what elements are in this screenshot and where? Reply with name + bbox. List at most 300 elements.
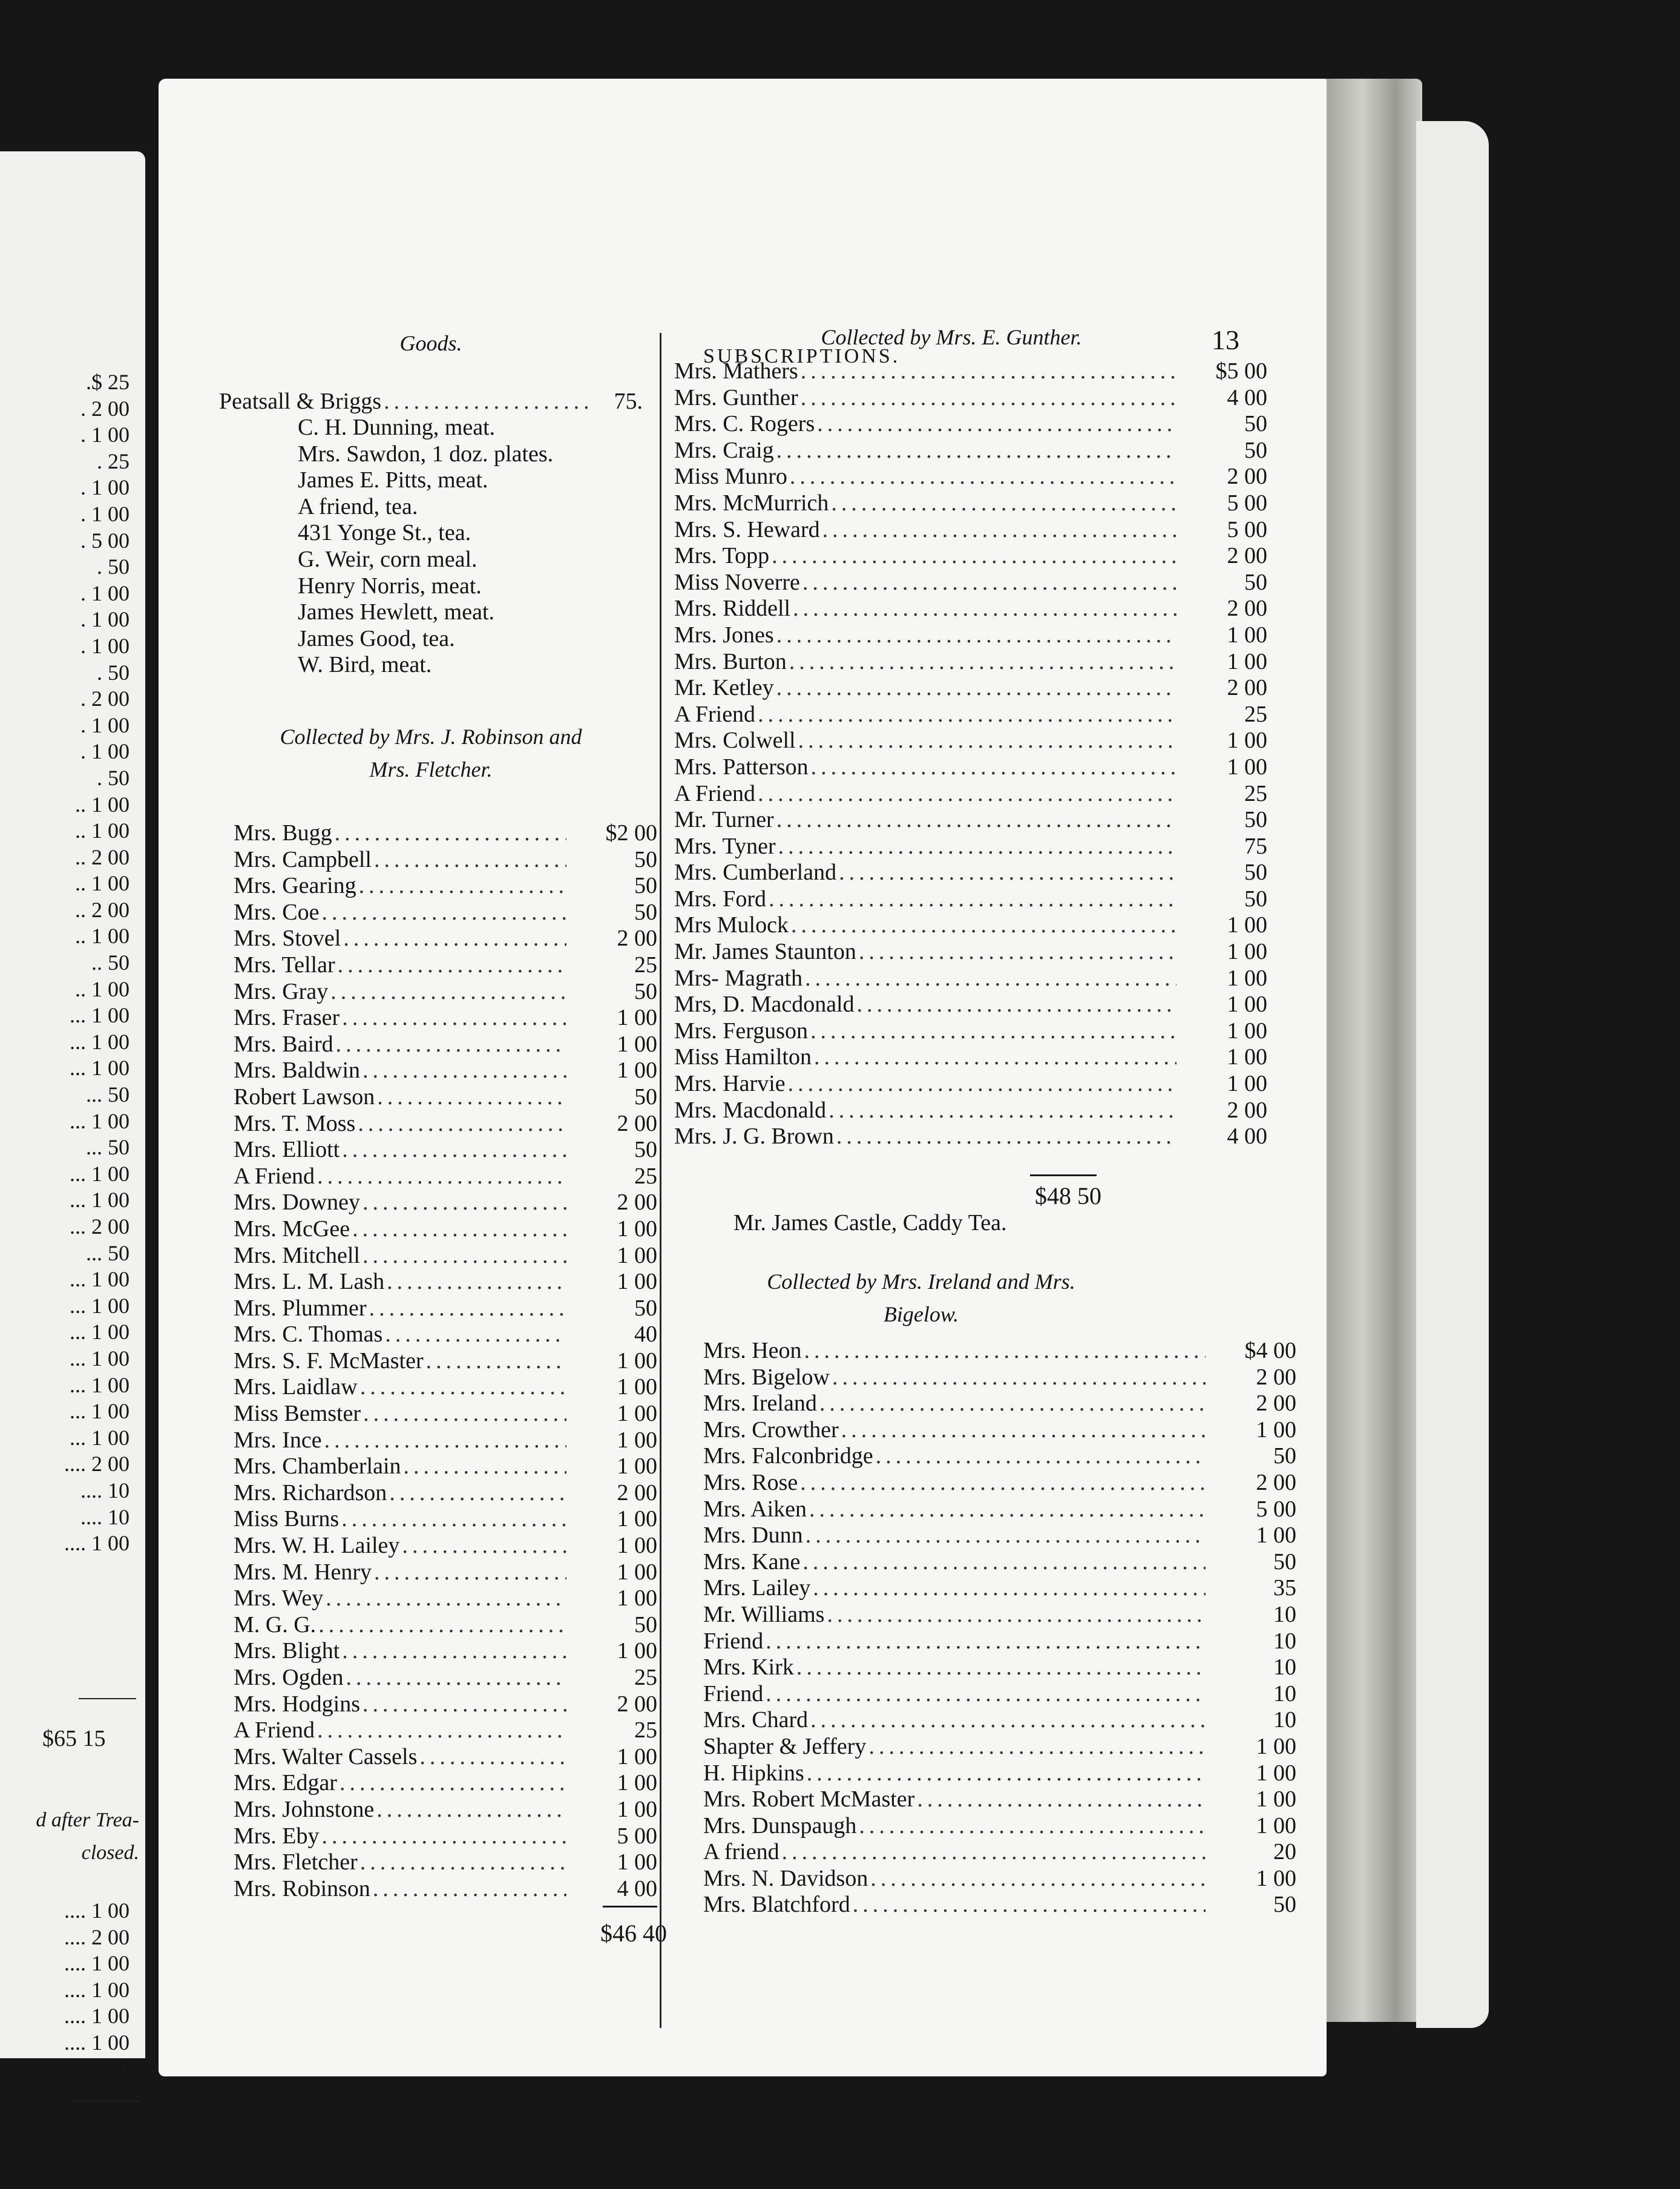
entry-name: Mrs. Burton: [674, 648, 787, 674]
leader-dots: [340, 1137, 566, 1164]
entry-amount: 5 00: [1227, 490, 1267, 516]
leader-dots: [360, 1243, 566, 1269]
entry-amount: 5 00: [1256, 1496, 1296, 1522]
entry-name: Mrs. Robinson: [234, 1875, 370, 1901]
entry-amount: 1 00: [617, 1031, 657, 1057]
left-amount: ... 1 00: [70, 1372, 130, 1397]
entry-name: Mrs. Johnstone: [234, 1796, 375, 1822]
entry-amount: 2 00: [1256, 1391, 1296, 1417]
entry-name: Mrs. Walter Cassels: [234, 1743, 418, 1769]
ireland-list: [703, 1338, 1296, 1918]
leader-dots: [358, 1849, 566, 1876]
entry-name: Mrs. Lailey: [703, 1575, 811, 1601]
entry-amount: 1 00: [617, 1585, 657, 1611]
subscription-entry: [674, 966, 1267, 992]
goods-item: James Hewlett, meat.: [298, 599, 495, 625]
entry-name: Mrs. Dunn: [703, 1522, 803, 1549]
leader-dots: [387, 1480, 566, 1507]
subscription-entry: [234, 1137, 657, 1164]
left-amount: ... 1 00: [70, 1293, 130, 1318]
entry-name: Mrs. Kane: [703, 1549, 801, 1575]
entry-amount: 1 00: [617, 1242, 657, 1268]
entry-amount: 1 00: [617, 1453, 657, 1480]
entry-amount: 1 00: [1227, 648, 1267, 674]
subscription-entry: [234, 1691, 657, 1718]
entry-amount: 50: [1273, 1892, 1296, 1918]
entry-amount: 1 00: [617, 1348, 657, 1374]
left-amount: .. 1 00: [75, 871, 130, 896]
left-amount: .... 2 00: [64, 1924, 130, 1949]
robinson-list: [234, 820, 657, 1902]
subscription-entry: [674, 1018, 1267, 1045]
leader-dots: [873, 1443, 1206, 1470]
goods-first-entry: [219, 389, 643, 415]
entry-name: Mrs. N. Davidson: [703, 1865, 868, 1891]
leader-dots: [856, 939, 1176, 966]
subscription-entry: [674, 702, 1267, 728]
entry-amount: 25: [634, 1163, 657, 1189]
subscription-entry: [234, 900, 657, 926]
entry-name: Mrs. Jones: [674, 622, 774, 648]
leader-dots: [755, 781, 1176, 808]
goods-item: James Good, tea.: [298, 625, 455, 651]
entry-name: Mrs. Richardson: [234, 1480, 387, 1506]
entry-amount: 50: [634, 1611, 657, 1638]
left-amount-column-2: [8, 1898, 130, 2082]
leader-dots: [789, 912, 1176, 939]
leader-dots: [399, 1533, 566, 1559]
left-amount: . 1 00: [80, 581, 130, 605]
entry-name: Mrs. Cumberland: [674, 860, 837, 886]
entry-amount: 20: [1273, 1839, 1296, 1865]
subscription-entry: [703, 1866, 1296, 1892]
entry-amount: 1 00: [617, 1533, 657, 1559]
entry-name: Mrs. Elliott: [234, 1137, 340, 1163]
entry-name: Mrs. Ferguson: [674, 1018, 808, 1044]
entry-name: Mrs. S. Heward: [674, 516, 820, 542]
entry-amount: 1 00: [617, 1401, 657, 1427]
leader-dots: [381, 389, 594, 415]
subscription-entry: [703, 1734, 1296, 1760]
entry-amount: 1 00: [617, 1849, 657, 1875]
entry-name: Mrs. Tellar: [234, 952, 335, 978]
entry-amount: 50: [1244, 860, 1267, 886]
left-amount: . 50: [97, 765, 130, 790]
entry-name: Mrs. Gray: [234, 978, 329, 1004]
goods-item: Henry Norris, meat.: [298, 573, 482, 599]
robinson-total: $46 40: [600, 1920, 667, 1947]
ireland-title-line-2: Bigelow.: [883, 1302, 959, 1326]
leader-dots: [360, 1058, 566, 1084]
leader-dots: [817, 1391, 1206, 1417]
left-amount-column: [8, 369, 130, 1557]
subscription-entry: [234, 1295, 657, 1322]
gunther-sum-rule: [1030, 1174, 1097, 1176]
left-amount: .. 1 00: [75, 818, 130, 843]
leader-dots: [803, 1522, 1206, 1549]
entry-amount: 50: [634, 873, 657, 899]
leader-dots: [807, 1496, 1206, 1523]
subscription-entry: [234, 1374, 657, 1401]
left-amount: ... 1 00: [70, 1399, 130, 1424]
leader-dots: [855, 992, 1176, 1018]
subscription-entry: [703, 1417, 1296, 1444]
left-amount: ... 1 00: [70, 1108, 130, 1133]
leader-dots: [328, 979, 566, 1006]
entry-amount: 5 00: [1227, 516, 1267, 542]
subscription-entry: [234, 1638, 657, 1665]
entry-name: Mrs. Tyner: [674, 833, 776, 859]
robinson-title: [219, 720, 643, 786]
left-amount: .... 1 00: [64, 1977, 130, 2002]
leader-dots: [339, 1506, 566, 1533]
left-amount: .. 2 00: [75, 897, 130, 922]
subscription-entry: [234, 1032, 657, 1058]
leader-dots: [763, 1628, 1206, 1655]
leader-dots: [335, 952, 566, 979]
subscription-entry: [234, 1585, 657, 1612]
left-amount: .... 1 00: [64, 2056, 130, 2081]
entry-name: Mrs. Plummer: [234, 1295, 367, 1321]
entry-amount: 4 00: [1227, 1124, 1267, 1150]
leader-dots: [323, 1585, 566, 1612]
entry-name: Mr. James Staunton: [674, 939, 856, 965]
leader-dots: [384, 1269, 566, 1295]
subscription-entry: [703, 1628, 1296, 1655]
entry-amount: 40: [634, 1322, 657, 1348]
subscription-entry: [674, 543, 1267, 570]
left-amount: ... 50: [86, 1082, 130, 1107]
subscription-entry: [234, 1823, 657, 1850]
entry-amount: 2 00: [617, 1190, 657, 1216]
goods-entry: [219, 389, 643, 415]
entry-amount: 25: [634, 1665, 657, 1690]
subscription-entry: [674, 886, 1267, 913]
entry-name: Mrs. Harvie: [674, 1071, 786, 1097]
leader-dots: [809, 754, 1176, 781]
ireland-title: [691, 1265, 1151, 1331]
left-amount: . 50: [97, 660, 130, 685]
subscription-entry: [703, 1654, 1296, 1681]
leader-dots: [316, 1612, 566, 1639]
leader-dots: [804, 1760, 1206, 1787]
subscription-entry: [674, 728, 1267, 754]
entry-name: Mrs. Coe: [234, 899, 320, 925]
subscription-entry: [674, 860, 1267, 886]
leader-dots: [868, 1866, 1206, 1892]
subscription-entry: [674, 1098, 1267, 1124]
leader-dots: [824, 1602, 1206, 1628]
entry-name: Mrs. Campbell: [234, 846, 372, 872]
entry-name: A friend: [703, 1839, 779, 1865]
subscription-entry: [234, 926, 657, 952]
entry-amount: 1 00: [617, 1559, 657, 1585]
leader-dots: [341, 926, 566, 952]
subscription-entry: [234, 1164, 657, 1190]
leader-dots: [834, 1124, 1176, 1150]
leader-dots: [850, 1892, 1206, 1918]
subscription-entry: [234, 1717, 657, 1744]
leader-dots: [790, 596, 1176, 622]
subscription-entry: [234, 1190, 657, 1216]
leader-dots: [800, 570, 1176, 596]
gunther-list: [674, 358, 1267, 1150]
goods-item: A friend, tea.: [298, 493, 418, 519]
left-amount: .... 10: [80, 1478, 130, 1503]
entry-name: Mrs. Colwell: [674, 728, 796, 754]
leader-dots: [774, 675, 1176, 702]
entry-amount: 50: [634, 1137, 657, 1163]
subscription-entry: [234, 1427, 657, 1454]
entry-amount: 2 00: [617, 926, 657, 952]
leader-dots: [769, 543, 1176, 570]
entry-amount: 50: [634, 1295, 657, 1321]
subscription-entry: [703, 1839, 1296, 1866]
entry-amount: 1 00: [617, 1374, 657, 1400]
left-amount: .. 50: [91, 950, 130, 975]
leader-dots: [802, 1338, 1206, 1364]
entry-name: Mrs. T. Moss: [234, 1110, 356, 1136]
leader-dots: [340, 1638, 566, 1665]
subscription-entry: [703, 1470, 1296, 1496]
subscription-entry: [674, 649, 1267, 676]
leader-dots: [766, 886, 1176, 913]
entry-amount: 25: [1244, 701, 1267, 727]
subscription-entry: [674, 807, 1267, 834]
subscription-entry: [674, 754, 1267, 781]
entry-amount: 10: [1273, 1654, 1296, 1680]
goods-item: 431 Yonge St., tea.: [298, 520, 471, 546]
entry-name: Mrs. Riddell: [674, 596, 791, 622]
leader-dots: [372, 1559, 566, 1586]
left-amount: .... 1 00: [64, 2030, 130, 2055]
subscription-entry: [234, 1216, 657, 1243]
entry-name: Mrs. Heon: [703, 1338, 802, 1363]
entry-amount: 1 00: [617, 1743, 657, 1769]
entry-amount: 1 00: [1227, 754, 1267, 780]
subscription-entry: [703, 1549, 1296, 1576]
entry-amount: 2 00: [1227, 675, 1267, 701]
entry-amount: 75: [1244, 833, 1267, 859]
left-amount: . 1 00: [80, 739, 130, 764]
leader-dots: [382, 1322, 566, 1348]
subscription-entry: [234, 1506, 657, 1533]
entry-name: A Friend: [234, 1163, 315, 1189]
entry-name: Mr. Ketley: [674, 675, 774, 701]
left-amount: ... 1 00: [70, 1346, 130, 1371]
leader-dots: [796, 728, 1176, 754]
left-amount: ... 2 00: [70, 1214, 130, 1239]
subscription-entry: [703, 1338, 1296, 1364]
leader-dots: [812, 1044, 1176, 1071]
leader-dots: [798, 1470, 1206, 1496]
subscription-entry: [703, 1681, 1296, 1708]
leader-dots: [315, 1164, 566, 1190]
entry-amount: 2 00: [1227, 464, 1267, 490]
left-amount: .... 1 00: [64, 2004, 130, 2028]
subscription-entry: [234, 1084, 657, 1111]
subscription-entry: [234, 1533, 657, 1559]
subscription-entry: [234, 847, 657, 874]
subscription-entry: [234, 1243, 657, 1269]
entry-amount: 50: [1244, 411, 1267, 437]
subscription-entry: [234, 1401, 657, 1427]
left-amount: . 25: [97, 449, 130, 473]
entry-amount: 25: [1244, 780, 1267, 806]
subscription-entry: [674, 570, 1267, 596]
subscription-entry: [234, 1665, 657, 1691]
subscription-entry: [674, 939, 1267, 966]
entry-name: Mr. Turner: [674, 807, 774, 833]
entry-name: Mrs. McGee: [234, 1216, 350, 1242]
left-amount: . 1 00: [80, 423, 130, 447]
left-amount: ... 1 00: [70, 1267, 130, 1292]
subscription-entry: [703, 1813, 1296, 1840]
left-amount: . 5 00: [80, 528, 130, 553]
entry-name: M. G. G.: [234, 1611, 317, 1638]
entry-name: Mrs. Robert McMaster: [703, 1786, 915, 1812]
leader-dots: [319, 1823, 566, 1850]
entry-name: Mrs. S. F. McMaster: [234, 1348, 424, 1374]
entry-amount: 2 00: [617, 1691, 657, 1717]
entry-name: Mrs. C. Thomas: [234, 1322, 383, 1348]
entry-name: Mrs. Blight: [234, 1638, 340, 1664]
entry-name: Mrs. Bugg: [234, 820, 332, 846]
entry-amount: 1 00: [1227, 1018, 1267, 1044]
entry-amount: 50: [1273, 1549, 1296, 1575]
left-amount: .... 1 00: [64, 1531, 130, 1556]
left-amount: .. 1 00: [75, 976, 130, 1001]
subscription-entry: [674, 1044, 1267, 1071]
entry-name: Mrs. Craig: [674, 437, 774, 463]
entry-name: Mrs- Magrath: [674, 965, 803, 991]
leader-dots: [829, 490, 1176, 517]
entry-name: Mrs. Hodgins: [234, 1691, 361, 1717]
subscription-entry: [674, 411, 1267, 438]
leader-dots: [856, 1813, 1206, 1840]
subscription-entry: [234, 1797, 657, 1823]
subscription-entry: [234, 1348, 657, 1375]
leader-dots: [372, 847, 566, 874]
left-amount: ... 50: [86, 1135, 130, 1160]
entry-amount: 4 00: [1227, 384, 1267, 410]
left-amount: ... 1 00: [70, 1029, 130, 1054]
leader-dots: [808, 1018, 1176, 1045]
entry-name: Miss Burns: [234, 1506, 340, 1532]
entry-amount: 25: [634, 1717, 657, 1743]
page-number: 13: [1212, 324, 1239, 355]
entry-name: Mrs. Kirk: [703, 1654, 794, 1680]
column-divider: [660, 333, 661, 2028]
subscription-entry: [234, 952, 657, 979]
leader-dots: [374, 1797, 566, 1823]
gunther-note: Mr. James Castle, Caddy Tea.: [733, 1210, 1007, 1236]
entry-name: Mrs. Ogden: [234, 1665, 344, 1690]
leader-dots: [836, 860, 1176, 886]
entry-name: Mrs. Rose: [703, 1469, 798, 1495]
robinson-title-line-2: Mrs. Fletcher.: [369, 757, 493, 782]
entry-name: Mrs. Blatchford: [703, 1892, 850, 1918]
subscription-entry: [703, 1522, 1296, 1549]
entry-amount: 50: [1244, 807, 1267, 833]
left-amount: ... 1 00: [70, 1161, 130, 1186]
entry-name: Miss Noverre: [674, 569, 800, 595]
subscription-entry: [234, 1559, 657, 1586]
leader-dots: [787, 649, 1176, 676]
entry-name: Mrs. Patterson: [674, 754, 809, 780]
subscription-entry: [674, 992, 1267, 1018]
leader-dots: [332, 820, 566, 847]
leader-dots: [866, 1734, 1206, 1760]
leader-dots: [798, 358, 1176, 385]
leader-dots: [322, 1427, 566, 1454]
entry-amount: 1 00: [1256, 1760, 1296, 1786]
left-amount: .. 1 00: [75, 924, 130, 949]
leader-dots: [774, 622, 1176, 649]
entry-amount: 1 00: [1256, 1812, 1296, 1838]
goods-item: W. Bird, meat.: [298, 652, 432, 678]
leader-dots: [350, 1216, 566, 1243]
entry-amount: 50: [634, 978, 657, 1004]
entry-amount: 75.: [614, 389, 643, 414]
entry-amount: 50: [1244, 437, 1267, 463]
subscription-entry: [674, 517, 1267, 544]
left-amount: . 2 00: [80, 686, 130, 711]
entry-amount: 1 00: [1227, 912, 1267, 938]
entry-name: Mrs. Dunspaugh: [703, 1812, 857, 1838]
entry-amount: 1 00: [617, 1058, 657, 1084]
subscription-entry: [674, 1124, 1267, 1150]
subscription-entry: [674, 385, 1267, 412]
entry-amount: 1 00: [617, 1005, 657, 1031]
entry-name: Friend: [703, 1628, 764, 1654]
leader-dots: [355, 1111, 566, 1137]
entry-name: Mrs. Laidlaw: [234, 1374, 358, 1400]
entry-name: Mrs. Ireland: [703, 1391, 817, 1417]
left-amount: ... 1 00: [70, 1056, 130, 1081]
entry-name: Mrs. Eby: [234, 1823, 320, 1849]
entry-amount: 1 00: [1256, 1417, 1296, 1443]
entry-amount: 1 00: [1227, 622, 1267, 648]
entry-name: Miss Bemster: [234, 1401, 361, 1427]
subscription-entry: [703, 1707, 1296, 1734]
left-amount: . 1 00: [80, 475, 130, 500]
entry-amount: 1 00: [1227, 1044, 1267, 1070]
leader-dots: [367, 1295, 566, 1322]
left-amount: .... 2 00: [64, 1452, 130, 1476]
leader-dots: [826, 1098, 1176, 1124]
leader-dots: [786, 1071, 1176, 1098]
left-amount: . 1 00: [80, 501, 130, 526]
leader-dots: [794, 1654, 1206, 1681]
entry-name: Mrs. Mathers: [674, 358, 798, 384]
left-note: d after Trea- closed.: [36, 1809, 139, 1864]
left-amount: .. 2 00: [75, 844, 130, 869]
entry-amount: $2 00: [605, 820, 657, 846]
entry-name: Mrs. Edgar: [234, 1770, 337, 1796]
entry-name: Mrs. Falconbridge: [703, 1443, 873, 1469]
subscription-entry: [703, 1892, 1296, 1918]
entry-amount: 1 00: [1227, 965, 1267, 991]
leader-dots: [337, 1770, 566, 1797]
left-total: $65 15: [42, 1726, 106, 1751]
leader-dots: [802, 966, 1176, 992]
leader-dots: [830, 1364, 1206, 1391]
left-amount: .... 10: [80, 1504, 130, 1529]
subscription-entry: [234, 1849, 657, 1876]
left-amount: . 1 00: [80, 607, 130, 632]
leader-dots: [774, 438, 1176, 464]
